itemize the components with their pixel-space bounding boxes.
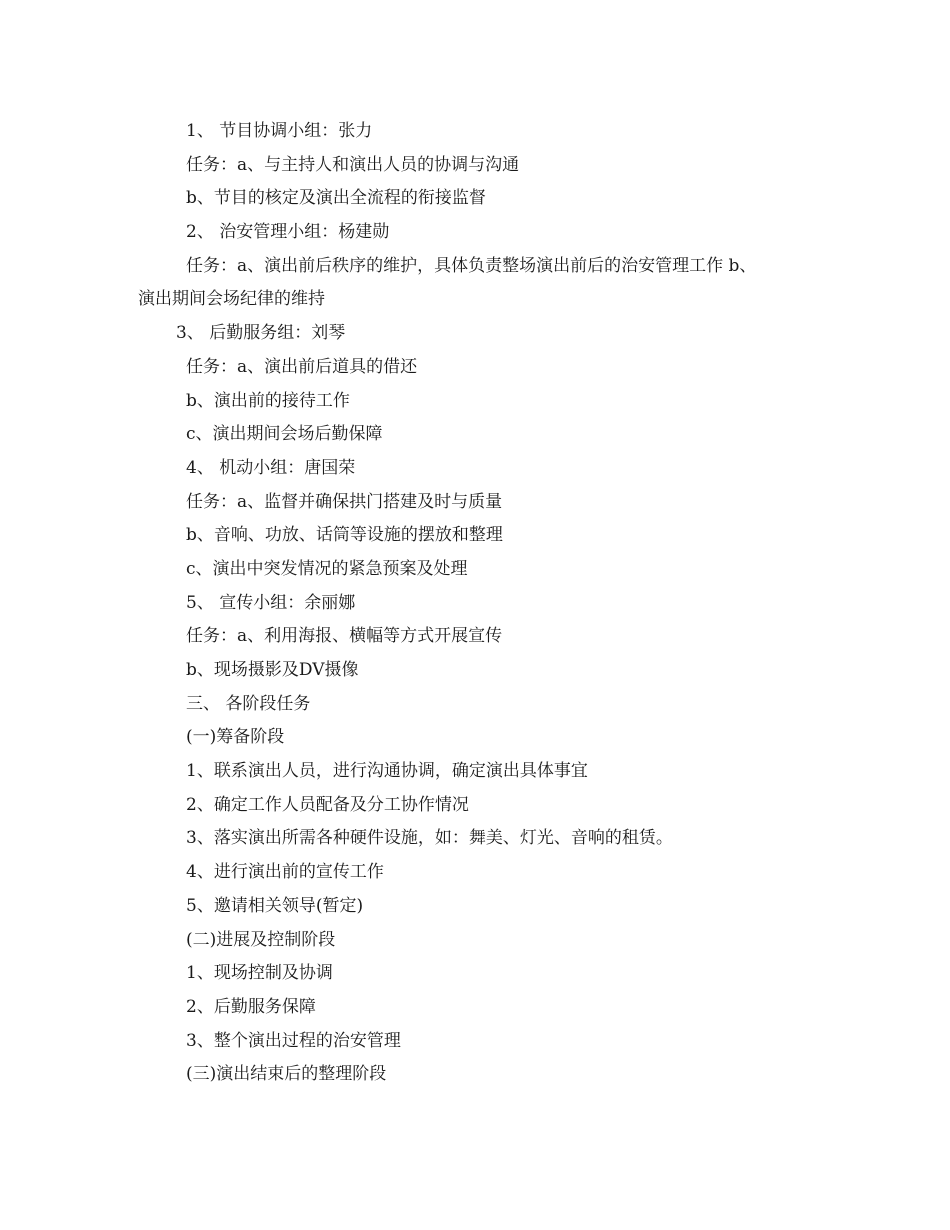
group-4-task-b: b、音响、功放、话筒等设施的摆放和整理 — [186, 525, 503, 546]
group-4-heading: 4、 机动小组：唐国荣 — [186, 457, 356, 478]
phase-1-item-2: 2、确定工作人员配备及分工协作情况 — [186, 794, 469, 815]
group-3-task-b: b、演出前的接待工作 — [186, 390, 350, 411]
phase-1-heading: (一)筹备阶段 — [186, 727, 285, 748]
group-5-task-b: b、现场摄影及DV摄像 — [186, 660, 359, 680]
group-1-task-b: b、节目的核定及演出全流程的衔接监督 — [186, 188, 486, 209]
group-1-heading: 1、 节目协调小组：张力 — [186, 121, 373, 141]
group-4-task-c: c、演出中突发情况的紧急预案及处理 — [186, 558, 468, 579]
phase-1-item-3: 3、落实演出所需各种硬件设施，如：舞美、灯光、音响的租赁。 — [186, 828, 673, 849]
phase-1-item-5: 5、邀请相关领导(暂定) — [186, 895, 364, 916]
phase-2-item-2: 2、后勤服务保障 — [186, 996, 316, 1017]
group-3-task-a: 任务：a、演出前后道具的借还 — [186, 356, 418, 377]
group-2-task-a: 任务：a、演出前后秩序的维护，具体负责整场演出前后的治安管理工作 b、 — [186, 255, 757, 276]
phase-2-item-3: 3、整个演出过程的治安管理 — [186, 1030, 401, 1051]
group-1-task-a: 任务：a、与主持人和演出人员的协调与沟通 — [186, 154, 520, 175]
group-2-task-a-continued: 演出期间会场纪律的维持 — [138, 289, 325, 310]
group-3-heading: 3、 后勤服务组：刘琴 — [176, 323, 346, 344]
phase-1-item-1: 1、联系演出人员，进行沟通协调，确定演出具体事宜 — [186, 761, 588, 782]
group-4-task-a: 任务：a、监督并确保拱门搭建及时与质量 — [186, 491, 503, 512]
section-3-heading: 三、 各阶段任务 — [186, 693, 311, 714]
phase-1-item-4: 4、进行演出前的宣传工作 — [186, 862, 384, 883]
group-5-task-a: 任务：a、利用海报、横幅等方式开展宣传 — [186, 626, 503, 647]
phase-3-heading: (三)演出结束后的整理阶段 — [186, 1064, 387, 1085]
phase-2-heading: (二)进展及控制阶段 — [186, 929, 336, 950]
document-body — [138, 115, 818, 1092]
group-2-heading: 2、 治安管理小组：杨建勋 — [186, 222, 390, 243]
phase-2-item-1: 1、现场控制及协调 — [186, 963, 333, 984]
group-5-heading: 5、 宣传小组：余丽娜 — [186, 592, 356, 613]
group-3-task-c: c、演出期间会场后勤保障 — [186, 424, 383, 445]
